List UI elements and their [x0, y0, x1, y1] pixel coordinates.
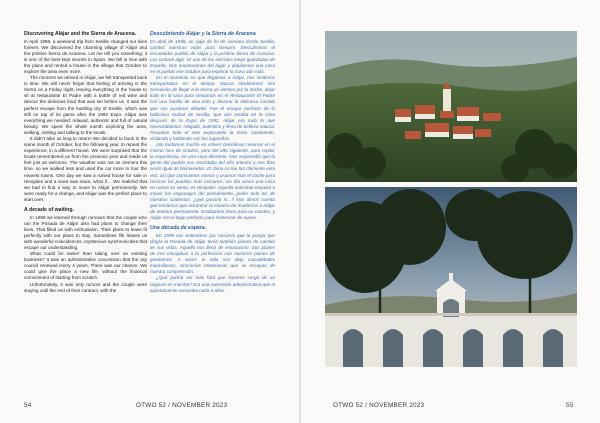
english-column: [24, 31, 147, 385]
left-page: [0, 0, 299, 423]
page-number: 55: [566, 402, 574, 409]
english-paragraph: It didn’t take us long to return! We decided to book in the same month of October, but the following year, to repeat the experience, in a different house. We were surprised that the locals remembered us from the previous year and made us feel just as welcome. The weather was not as clement this time, so we walked less and used the car more to tour the nearest towns. One day we saw a ruined house for sale in Hinojales and a seed was sown, what if… We realized that we had to find a way to move to Alájar permanently. We were ready for a change, and Alájar was the perfect place to start over.: [24, 136, 147, 202]
english-subheading: A decade of waiting.: [24, 207, 74, 214]
spanish-paragraph: En el momento en que llegamos a Alájar, nos sentimos transportados en el tiempo. Nunca olvidaremos esa sensación de llegar a la Sierra un viernes por la noche, dejar todo en la casa para sentarnos en el Restaurante El Padre con una botella de vino tinto y devorar la deliciosa comida que nos pusieron delante. Fue el escape perfecto de la bulliciosa ciudad de Sevilla, que aún estaba en la cima después de la Expo de 1992. Alájar era todo lo que necesitábamos: relajado, auténtico y lleno de belleza natural. Pasamos todo el mes explorando la zona, caminando, visitando y hablando con los lugareños.: [150, 75, 275, 141]
english-paragraph: In April 1998, a weekend trip from Seville changed our lives forever. We discovered the charming village of Alájar and the pristine Sierra de Aracena. Let me tell you something: it is one of the best kept secrets in Spain. We fell in love with the place and rented a house in the village that October to explore the area even more.: [24, 38, 147, 74]
spanish-subheading: Una década de espera.: [150, 225, 207, 232]
spanish-paragraph: En 1999 nos enteramos por rumores que la pareja que dirigía la Posada de Alájar tenía también planes de cambio en sus vidas. Aquello nos llenó de entusiasmo. Sus planes de irse encajaban a la perfección con nuestros planes de quedarnos. A veces la vida nos deja casualidades maravillosas, sincronías misteriosas que se escapan de nuestra comprensión.: [150, 232, 275, 275]
spanish-paragraph: En abril de 1998, un viaje de fin de semana desde Sevilla, cambió nuestras vidas para siempre. Descubrimos el encantador pueblo de Alájar y la prístina Sierra de Aracena. Les contaré algo: es uno de los secretos mejor guardados de España. Nos enamoramos del lugar y alquilamos una casa en el pueblo ese octubre para explorar la zona aún más.: [150, 38, 275, 74]
english-paragraph: What could be easier than taking over an existing business? It was an administrative concession that the city council renewed every 4 years. There was our chance. We could give the place a new life, without the financial commitment of starting from scratch.: [24, 251, 147, 281]
magazine-issue: OTWO 52 / NOVEMBER 2023: [136, 402, 228, 409]
spanish-column: [150, 31, 275, 385]
spanish-paragraph: ¿Qué podría ser más fácil que hacerse cargo de un negocio en marcha? Era una concesión administrativa que el ayuntamiento renovaba cada 4 años.: [150, 275, 275, 293]
white-chapel-arches-photo: [325, 187, 577, 367]
english-heading: Discovering Alájar and the Sierra de Aracena.: [24, 31, 137, 37]
english-paragraph: In 1999 we learned through rumours that the couple who ran the Posada de Alájar also had plans to change their lives. That filled us with enthusiasm. Their plans to leave fit perfectly with our plans to stay. Sometimes life leaves us with wonderful coincidences, mysterious synchronicities that escape our understanding.: [24, 214, 147, 250]
spanish-paragraph: ¡No tardamos mucho en volver! Decidimos reservar en el mismo mes de octubre, pero del año siguiente, para repetir la experiencia, en una casa diferente. Nos sorprendió que la gente del pueblo nos recordaba del año anterior y nos hizo sentir igual de bienvenidos. El clima no fue tan clemente esta vez, así que caminamos menos y usamos más el coche para recorrer los pueblos más cercanos. Un día vimos una casa en ruinas en venta, en Hinojales. Aquella anécdota empezó a mover los engranajes del pensamiento, poder todo los de nuestros contentos: ¿qué pasaría si…? Nos dimos cuenta que teníamos que encontrar la manera de mudarnos a Alájar de manera permanente. Estábamos listos para un cambio, y Alájar era el lugar perfecto para comenzar de nuevo.: [150, 142, 275, 221]
spanish-heading: Descubriendo Alájar y la Sierra de Aracena: [150, 31, 256, 37]
english-paragraph: Unfortunately, it was only rumors and the couple were staying until the end of their contract, with the: [24, 281, 147, 293]
english-paragraph: The moment we arrived in Alájar, we felt transported back in time. We will never forget that feeling of arriving in the Sierra on a Friday night, leaving everything in the house to sit at restaurante El Padre with a bottle of red wine and devour the delicious food that was set before us. It was the perfect escape from the bustling city of Seville, which was still on top of its game after the 1992 Expo. Alájar was everything we needed: relaxed, authentic and full of natural beauty. We spent the whole month exploring the area, walking, visiting and talking to the locals.: [24, 75, 147, 135]
village-aerial-photo: [325, 31, 577, 182]
magazine-issue: OTWO 52 / NOVEMBER 2023: [333, 402, 425, 409]
page-number: 54: [24, 402, 32, 409]
